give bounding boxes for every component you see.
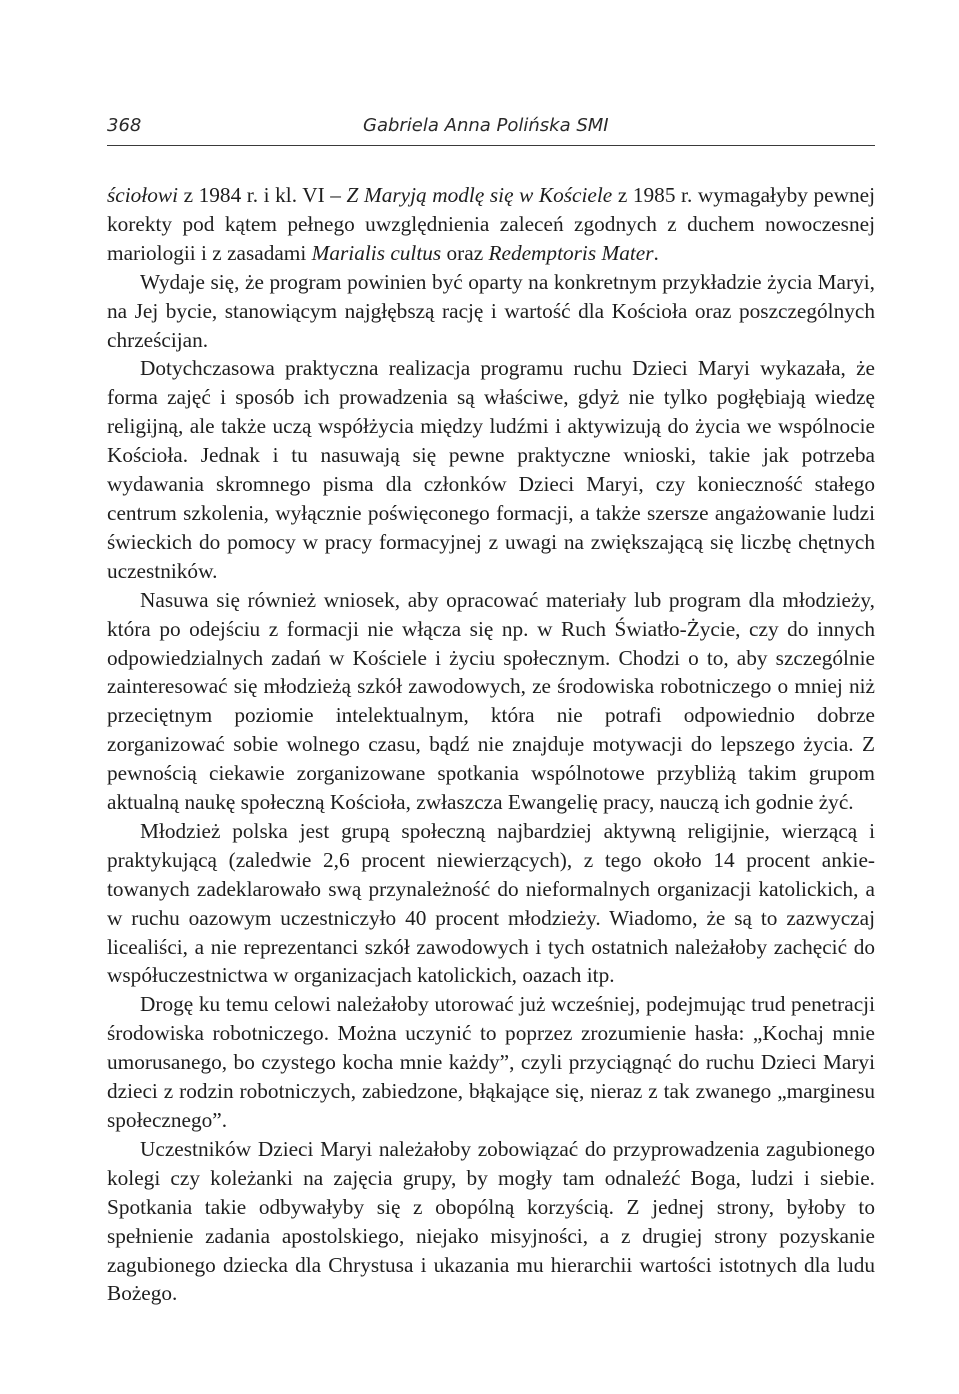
paragraph-4: Nasuwa się również wniosek, aby opracować materiały lub program dla młodzieży, która po odejściu z formacji nie włącza się np. w Ruch Światło-Życie, czy do innych odpowiedzialnych zadań w Kościele i życiu społecznym. Chodzi o to, aby szczególnie zainteresować się młodzieżą szkół zawodowych, ze środowiska robotniczego o mniej niż przeciętnym poziomie intelektualnym, która nie potrafi odpowiednio dobrze zorganizować sobie wolnego czasu, bądź nie znajduje motywacji do lepszego życia. Z pewnością ciekawie zorganizowane spotkania wspólnotowe przybliżą takim grupom aktualną naukę społeczną Kościoła, zwłaszcza Ewangelię pracy, nauczą ich godnie żyć. bbox=[107, 587, 875, 815]
paragraph-5: Młodzież polska jest grupą społeczną najbardziej aktywną religijnie, wierzącą i praktykującą (zaledwie 2,6 procent niewierzących), z tego około 14 procent ankietowanych zadeklarowało swą przynależność do nieformalnych organizacji katolickich, a w ruchu oazowym uczestniczyło 40 procent młodzieży. Wiadomo, że są to zazwyczaj licealiści, a nie reprezentanci szkół zawodowych i tych ostatnich należałoby zachęcić do współuczestnictwa w organizacjach katolickich, oazach itp. bbox=[107, 818, 875, 988]
body-text bbox=[107, 181, 875, 1308]
paragraph-1-segment: z 1984 r. i kl. VI – bbox=[178, 183, 347, 207]
paragraph-6: Drogę ku temu celowi należałoby utorować już wcześniej, podejmując trud penetracji środowiska robotniczego. Można uczynić to poprzez zrozumienie hasła: „Kochaj mnie umorusanego, bo czystego kocha mnie każdy”, czyli przyciągnąć do ruchu Dzieci Maryi dzieci z rodzin robotniczych, zabiedzone, błąkające się, nieraz z tak zwanego „marginesu społecznego”. bbox=[107, 992, 875, 1132]
running-header bbox=[107, 113, 875, 146]
paragraph-1-segment: Marialis cultus bbox=[311, 240, 442, 265]
running-title: Gabriela Anna Polińska SMI bbox=[363, 115, 609, 136]
paragraph-1-segment: z 1985 r. wymagałyby pewnej korekty pod kątem pełnego uwzględnienia zaleceń zgodnych z duchem nowoczesnej mariologii i z zasadami bbox=[107, 183, 875, 265]
paragraph-1-segment: ściołowi bbox=[107, 183, 178, 207]
paragraph-1 bbox=[107, 181, 875, 268]
paragraph-1-segment: Redemptoris Mater bbox=[488, 240, 654, 265]
paragraph-7: Uczestników Dzieci Maryi należałoby zobowiązać do przyprowadzenia zagubionego kolegi czy koleżanki na zajęcia grupy, by mogły tam odnaleźć Boga, ludzi i siebie. Spotkania takie odbywałyby się z obopólną korzyścią. Z jednej strony, byłoby to spełnienie zadania apostolskiego, niejako misyjności, a z drugiej strony pozyskanie zagubionego dziecka dla Chrystusa i ukazania mu hierarchii wartości istotnych dla ludu Bożego. bbox=[107, 1136, 875, 1306]
paragraph-1-segment: . bbox=[653, 240, 659, 265]
paragraph-3: Dotychczasowa praktyczna realizacja programu ruchu Dzieci Maryi wykazała, że forma zajęć i sposób ich prowadzenia są właściwe, gdyż nie tylko pogłębiają wiedzę religijną, ale także uczą współżycia między ludźmi i aktywizują do życia we wspólnocie Kościoła. Jednak i tu nasuwają się pewne praktyczne wnioski, takie jak potrzeba wydawania skromnego pisma dla członków Dzieci Maryi, czy konieczność stałego centrum szkolenia, wyłącznie poświęconego formacji, a także szersze angażowanie ludzi świeckich do pomocy w pracy formacyjnej z uwagi na zwiększającą się liczbę chętnych uczestników. bbox=[107, 356, 875, 583]
paragraph-1-segment: Z Maryją modlę się w Kościele bbox=[346, 183, 613, 207]
paragraph-2: Wydaje się, że program powinien być oparty na konkretnym przykładzie życia Maryi, na Jej bycie, stanowiącym najgłębszą rację i wartość dla Kościoła oraz poszczególnych chrześcijan. bbox=[107, 269, 875, 352]
page-number: 368 bbox=[107, 115, 142, 136]
paragraph-1-segment: oraz bbox=[441, 240, 489, 265]
